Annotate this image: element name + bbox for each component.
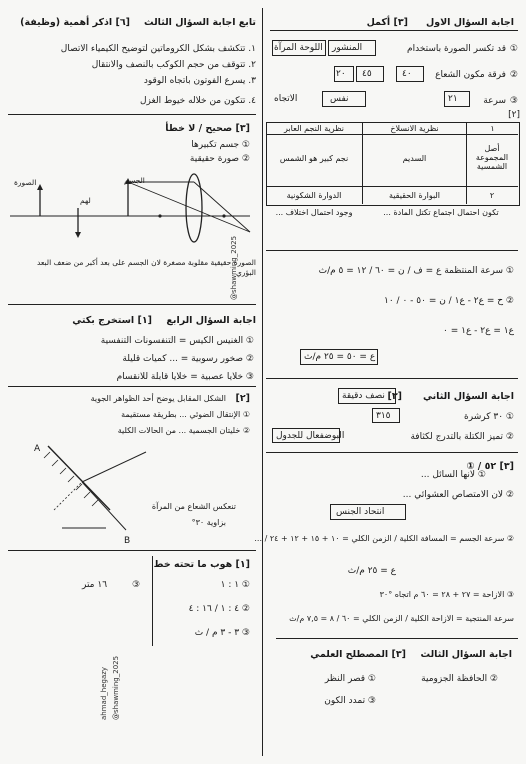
left-q-header-num: [٦] اذكر أهمية (وظيفة) bbox=[20, 17, 130, 28]
watermark-center: @shawming_2025 bbox=[230, 235, 238, 300]
left-q-line-3: ٣. يسرع الفوتون باتجاه الوقود bbox=[143, 76, 256, 86]
table-row-line-2 bbox=[266, 186, 518, 187]
watermark-bottom-left-2: @shawming_2025 bbox=[112, 655, 120, 720]
q1-header-underline bbox=[270, 30, 518, 31]
q3-header-num: [٣] المصطلح العلمي bbox=[310, 649, 406, 660]
q2-sub-item-2: ② لان الامتصاص العشوائي ... bbox=[402, 490, 514, 500]
q2-box2-text: ٣١٥ bbox=[376, 411, 391, 421]
q2-header: اجابة السؤال الثاني bbox=[422, 391, 514, 402]
table-notes-underline bbox=[266, 250, 518, 251]
left-q-line-2: ٢. تتوقف من حجم الكوكب بالنصف والانتقال bbox=[91, 60, 256, 70]
mirror-label-b: B bbox=[124, 536, 131, 546]
table-row2-col3: ٢ bbox=[489, 191, 495, 200]
lens-line-2: ② صورة حقيقية bbox=[189, 154, 250, 164]
table-row1-col2: السديم bbox=[402, 154, 427, 163]
q5-vertical-line bbox=[152, 556, 153, 646]
q1-calc-line-1: ① سرعة المنتظمة ع = ف / ن = ٦٠ / ١٢ = ٥ م/ث bbox=[318, 266, 514, 276]
q1-item-2-box-b-text: ٤٥ bbox=[362, 69, 372, 79]
q1-item-3-text: سرعة bbox=[483, 96, 506, 106]
q2-header-num: [٣] bbox=[387, 391, 402, 402]
table-header-1: نظرية النجم العابر bbox=[284, 124, 344, 133]
q4b-line-2: ② خليتان الجسمية ... من الحالات الكلية bbox=[117, 426, 250, 435]
mirror-line-1: تنعكس الشعاع من المرآة bbox=[151, 502, 236, 511]
q1-item-1-text: قد تكسر الصورة باستخدام bbox=[407, 44, 506, 54]
q2-divider bbox=[266, 378, 518, 379]
q3-item-1: ① قصر النظر bbox=[324, 674, 376, 684]
table-header-2: نظرية الانسلاخ bbox=[390, 124, 439, 133]
left-q-line-1: ١. تتكشف بشكل الكروماتين لتوضيح الكيمياء الاتصال bbox=[60, 44, 256, 54]
lens-label-mark: لهم bbox=[80, 196, 91, 205]
q4-line-3: ③ خلايا عصبية = خلايا قابلة للانقسام bbox=[116, 372, 254, 382]
q1-item-2-text: فرقة مكون الشعاع bbox=[435, 70, 506, 80]
q1-item-1-box-b-text: اللوحة المرآة bbox=[274, 43, 323, 53]
q2-eq-4: سرعة المنتجية = الازاحة الكلية / الزمن الكلي = ٦٠ / ٨ = ٧,٥ م/ث bbox=[289, 614, 514, 623]
q5-line-3: ③ ٣ - ٣ م / ث bbox=[194, 628, 250, 638]
q5-line-2: ② ٤ : ١ / ١٦ : ٤ bbox=[188, 604, 250, 614]
table-col-line-2 bbox=[466, 122, 467, 204]
q4-header-num: [١] استخرج بكتي bbox=[72, 315, 152, 326]
mirror-reflection-diagram bbox=[36, 436, 166, 536]
mirror-line-2: بزاوية ٣٠° bbox=[191, 518, 226, 527]
q1-item-3-box-c-text: الاتجاه bbox=[274, 94, 298, 104]
q1-item-3-num: ③ bbox=[509, 96, 518, 106]
lens-label-image: الصورة bbox=[14, 178, 37, 187]
q1-header-num: [٣] أكمل bbox=[366, 17, 408, 28]
left-q-header: تابع اجابة السؤال الثالث bbox=[144, 17, 256, 28]
q5-side-num: ③ bbox=[132, 580, 141, 590]
q2-box3-text: البوضفعال للجدول bbox=[276, 431, 345, 441]
q2-eq-1: ② سرعة الجسم = المسافة الكلية / الزمن الكلي = ١٠ + ١٥ + ١٢ + ٢٤ / ... bbox=[254, 534, 514, 543]
table-row2-col2: البوارة الحقيقية bbox=[388, 191, 441, 200]
q1-item-3-box-b-text: نفس bbox=[330, 94, 349, 104]
q2-sub-header: [٣] ٥٢ / ① bbox=[466, 461, 514, 472]
q4b-line-0: الشكل المقابل يوضح أحد الظواهر الجوية bbox=[90, 394, 226, 403]
watermark-bottom-left: ahmad_hegazy bbox=[100, 666, 108, 720]
q1-item-2-box-c-text: ٢٠ bbox=[336, 69, 346, 79]
q4b-line-1: ① الإنتقال الضوئي ... بطريقة مستقيمة bbox=[121, 410, 250, 419]
q5-divider bbox=[8, 550, 256, 551]
table-row-line-1 bbox=[266, 134, 518, 135]
table-note-right: تكون احتمال اجتماع تكتل المادة ... bbox=[383, 208, 499, 217]
q4b-num: [٢] bbox=[235, 393, 250, 404]
table-note-left: وجود احتمال اختلاف ... bbox=[275, 208, 353, 217]
q5-side-value: ١٦ متر bbox=[82, 580, 108, 590]
q4-line-1: ① الغنيس الكيس = التنفسونات التنفسية bbox=[100, 336, 254, 346]
q1-calc-line-4: ع = ٥٠ = ٢٥ م/ث bbox=[304, 352, 376, 362]
left-q-line-4: ٤. تتكون من خلاله خيوط الغزل bbox=[140, 96, 256, 106]
q2-item-2: ② تميز الكتلة بالتدرج لكثافة bbox=[410, 432, 514, 442]
q5-header-num: [١] هوب ما تحته خط bbox=[153, 559, 250, 570]
lens-line-1: ① جسم تكبيرها bbox=[191, 140, 250, 150]
page-column-divider bbox=[262, 8, 263, 756]
table-row2-col1: الدوارة الشكونية bbox=[286, 191, 342, 200]
q1-item-2-num: ② bbox=[509, 70, 518, 80]
q2-header-box-text: نصف دقيقة bbox=[342, 391, 385, 401]
table-row1-col1: نجم كبير هو الشمس bbox=[279, 154, 349, 163]
mirror-label-a: A bbox=[34, 444, 41, 454]
q4b-divider bbox=[8, 386, 256, 387]
q3-item-2: ② الحافظة الجزومية bbox=[421, 674, 498, 684]
q2-eq-2: ع = ٢٥ م/ث bbox=[347, 566, 396, 576]
lens-label-object: الجسم bbox=[124, 176, 145, 185]
table-header-3: ١ bbox=[490, 124, 495, 133]
lens-description: الصورة حقيقية مقلوبة مصغرة لان الجسم على بعد أكبر من ضعف البعد البؤري bbox=[36, 258, 256, 277]
q1-item-3-box-a-text: ٢١ bbox=[448, 94, 458, 104]
q1-calc-line-3: ع١ = ع٢ - ع١ = ٠ bbox=[443, 326, 514, 336]
q1-header: اجابة السؤال الاول bbox=[425, 17, 514, 28]
q2-sub-item-1: ① لانها السائل ... bbox=[420, 470, 486, 480]
q3-item-3: ③ تمدد الكون bbox=[324, 696, 376, 706]
q2-eq-3: ③ الازاحة = ٢٧ + ٢٨ = ٦٠ م اتجاه °٣٠ bbox=[379, 590, 514, 599]
lens-header: [٣] صحيح / لا خطأ bbox=[165, 123, 250, 134]
q1-item-1-num: ① bbox=[509, 44, 518, 54]
left-q-divider bbox=[8, 114, 256, 115]
q3-header: اجابة السؤال الثالث bbox=[420, 649, 512, 660]
q2-sub-divider bbox=[266, 452, 518, 453]
q4-line-2: ② صخور رسوبية = ... كميات قليلة bbox=[122, 354, 254, 364]
q4-header: اجابة السؤال الرابع bbox=[166, 315, 256, 326]
table-row1-col3: أصل المجموعة الشمسية bbox=[475, 144, 509, 171]
q3-divider bbox=[276, 638, 518, 639]
q4-divider bbox=[8, 304, 256, 305]
q1-section-num: [٢] bbox=[508, 110, 520, 120]
q2-item-1: ① ٣٠ كرشرة bbox=[464, 412, 514, 422]
q1-calc-line-2: ② ح = ع٢ - ع١ / ن = ٥٠ - ٠ / ١٠ bbox=[384, 296, 514, 306]
q1-item-2-box-a-text: ٤٠ bbox=[402, 69, 412, 79]
q2-sub-item-3: انتحاد الجنس bbox=[336, 507, 385, 517]
q5-line-1: ① ١ : ١ bbox=[220, 580, 250, 590]
q1-item-1-box-a-text: المنشور bbox=[332, 43, 363, 53]
